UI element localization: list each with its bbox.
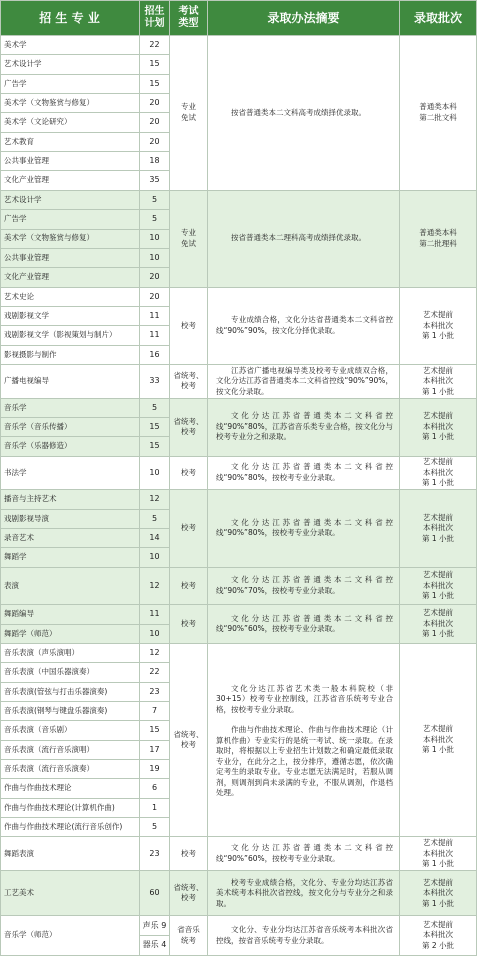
method-cell — [208, 916, 400, 956]
header-major-label: 招 生 专 业 — [39, 10, 100, 25]
plan-cell — [140, 605, 170, 624]
exam-type: 省统考、 校考 — [173, 416, 204, 437]
plan-value: 5 — [151, 194, 158, 204]
plan-value: 20 — [149, 291, 160, 301]
method-cell — [208, 568, 400, 606]
batch-cell — [400, 36, 477, 191]
plan-cell — [140, 133, 170, 152]
batch-label: 艺术提前 本科批次 第 1 小批 — [421, 608, 455, 639]
batch-label: 艺术提前 本科批次 第 1 小批 — [421, 512, 455, 543]
major-name-cell — [0, 418, 140, 437]
plan-value: 22 — [149, 667, 160, 677]
plan-cell — [140, 702, 170, 721]
method-cell — [208, 605, 400, 644]
major-name: 舞蹈编导 — [4, 609, 34, 619]
method-text — [216, 315, 393, 336]
major-name: 音乐学（乐器修造） — [4, 441, 72, 451]
major-name-cell — [0, 510, 140, 529]
method-cell — [208, 191, 400, 288]
plan-cell — [140, 437, 170, 456]
batch-cell — [400, 568, 477, 606]
plan-value: 7 — [151, 705, 158, 715]
method-cell — [208, 457, 400, 491]
plan-value: 15 — [149, 59, 160, 69]
plan-cell — [140, 55, 170, 74]
plan-value: 11 — [149, 330, 160, 340]
plan-cell — [140, 683, 170, 702]
exam-type-cell — [170, 490, 208, 567]
major-name-cell — [0, 799, 140, 818]
batch-cell — [400, 837, 477, 871]
method-cell — [208, 399, 400, 457]
plan-cell — [140, 418, 170, 437]
plan-cell — [140, 171, 170, 190]
plan-cell — [140, 548, 170, 567]
major-name-cell — [0, 457, 140, 491]
plan-cell — [140, 529, 170, 548]
exam-type-cell — [170, 568, 208, 606]
major-name-cell — [0, 94, 140, 113]
batch-cell — [400, 288, 477, 365]
method-text — [216, 684, 393, 799]
batch-label: 艺术提前 本科批次 第 1 小批 — [421, 411, 455, 442]
major-name-cell — [0, 399, 140, 418]
major-name-cell — [0, 326, 140, 345]
major-name-cell — [0, 818, 140, 837]
method-text — [216, 518, 393, 539]
major-name: 戏剧影视文学（影视策划与制片） — [4, 330, 117, 340]
major-name: 音乐表演（中国乐器演奏） — [4, 667, 94, 677]
header-batch-label: 录取批次 — [413, 10, 462, 25]
batch-cell — [400, 365, 477, 399]
method-cell — [208, 365, 400, 399]
plan-cell — [140, 307, 170, 326]
major-name: 音乐表演（流行音乐演唱） — [4, 744, 94, 754]
plan-value: 35 — [149, 175, 160, 185]
plan-cell — [140, 663, 170, 682]
method-paragraph: 文化分达江苏省艺术类一般本科院校（非30+15）校考专业控制线，江苏省音乐统考专业合格，按校考专业分录取。 — [216, 683, 393, 714]
exam-type: 专业 免试 — [181, 102, 196, 122]
exam-type-cell — [170, 644, 208, 838]
plan-value: 20 — [149, 117, 160, 127]
plan-value: 12 — [149, 580, 160, 590]
major-name-cell — [0, 113, 140, 132]
exam-type: 省音乐 统考 — [177, 925, 200, 945]
major-name: 艺术教育 — [4, 136, 34, 146]
exam-type: 校考 — [181, 467, 196, 477]
method-text — [216, 462, 393, 483]
batch-label: 普通类本科 第二批文科 — [419, 102, 457, 122]
plan-cell — [140, 490, 170, 509]
plan-value: 5 — [151, 214, 158, 224]
plan-cell-split — [140, 936, 170, 956]
method-paragraph-2: 作曲与作曲技术理论、作曲与作曲技术理论（计算机作曲）专业实行的是统一考试、统一录取。在录取时，将根据以上专业招生计划数之和确定最低录取专业分，在此分之上，按分排序，遵循志愿，依次确定考生的录取专业。专业志愿无法满足时，若服从调剂，则调剂到尚未录满的专业，不服从调剂，作退档处理。 — [216, 725, 393, 798]
plan-value: 18 — [149, 156, 160, 166]
major-name-cell — [0, 75, 140, 94]
batch-cell — [400, 490, 477, 567]
major-name-cell — [0, 437, 140, 456]
exam-type-cell — [170, 288, 208, 365]
major-name-cell — [0, 365, 140, 399]
method-paragraph: 文化分达江苏省普通类本二文科省控线“90%”80%，按校考专业分录取。 — [216, 517, 393, 538]
major-name-cell — [0, 191, 140, 210]
major-name-cell — [0, 171, 140, 190]
exam-type-cell — [170, 365, 208, 399]
header-method-label: 录取办法摘要 — [267, 10, 340, 25]
exam-type-cell — [170, 191, 208, 288]
major-name: 录音艺术 — [4, 532, 34, 542]
method-text — [216, 108, 393, 119]
major-name-cell — [0, 249, 140, 268]
major-name: 音乐表演（音乐剧） — [4, 725, 72, 735]
major-name: 播音与主持艺术 — [4, 494, 57, 504]
major-name: 公共事业管理 — [4, 156, 49, 166]
plan-cell — [140, 288, 170, 307]
major-name: 作曲与作曲技术理论 — [4, 783, 72, 793]
batch-cell — [400, 457, 477, 491]
exam-type-cell — [170, 871, 208, 916]
plan-cell — [140, 625, 170, 644]
exam-type: 校考 — [181, 580, 196, 590]
major-name: 广告学 — [4, 214, 27, 224]
plan-cell — [140, 568, 170, 606]
header-type — [170, 0, 208, 36]
method-paragraph: 江苏省广播电视编导类及校考专业成绩双合格，文化分达江苏省普通类本二文科省控线“90%”90%，按文化分录取。 — [216, 365, 393, 396]
major-name: 美术学（文物鉴赏与修复） — [4, 97, 94, 107]
exam-type-cell — [170, 36, 208, 191]
method-paragraph: 文化分达江苏省普通类本二文科省控线“90%”70%，按校考专业分录取。 — [216, 575, 393, 595]
exam-type: 省统考、 校考 — [173, 370, 204, 391]
major-name: 舞蹈学（师范） — [4, 628, 57, 638]
plan-value: 5 — [151, 822, 158, 832]
major-name: 艺术设计学 — [4, 59, 42, 69]
major-name: 作曲与作曲技术理论(计算机作曲) — [4, 802, 115, 812]
major-name: 音乐表演（流行音乐演奏） — [4, 763, 94, 773]
plan-value: 12 — [149, 647, 160, 657]
plan-cell — [140, 779, 170, 798]
plan-cell — [140, 399, 170, 418]
plan-cell — [140, 113, 170, 132]
major-name-cell — [0, 548, 140, 567]
major-name-cell — [0, 605, 140, 624]
method-text — [216, 878, 393, 910]
method-text — [216, 233, 393, 244]
major-name: 美术学（文物鉴赏与修复） — [4, 233, 94, 243]
plan-value: 12 — [149, 494, 160, 504]
major-name: 音乐表演(管弦与打击乐器演奏) — [4, 686, 108, 696]
exam-type: 省统考、 校考 — [173, 729, 204, 750]
major-name-cell — [0, 152, 140, 171]
method-cell — [208, 36, 400, 191]
method-text — [216, 366, 393, 398]
major-name-cell — [0, 307, 140, 326]
exam-type: 校考 — [181, 848, 196, 858]
plan-cell — [140, 837, 170, 871]
major-name-cell — [0, 288, 140, 307]
plan-cell — [140, 760, 170, 779]
plan-value: 声乐 9 — [142, 920, 167, 930]
plan-value: 15 — [149, 725, 160, 735]
batch-label: 艺术提前 本科批次 第 2 小批 — [421, 919, 455, 950]
plan-value: 15 — [149, 78, 160, 88]
plan-value: 20 — [149, 136, 160, 146]
plan-cell — [140, 94, 170, 113]
major-name: 舞蹈表演 — [4, 848, 34, 858]
major-name-cell — [0, 568, 140, 606]
plan-cell — [140, 365, 170, 399]
plan-value: 5 — [151, 513, 158, 523]
plan-cell — [140, 510, 170, 529]
header-type-label: 考试 类型 — [178, 5, 199, 29]
plan-cell — [140, 230, 170, 249]
method-paragraph: 文化分达江苏省普通类本二文科省控线“90%”80%，按校考专业分录取。 — [216, 462, 393, 482]
plan-cell — [140, 268, 170, 287]
batch-cell — [400, 871, 477, 916]
major-name: 戏剧影视文学 — [4, 310, 49, 320]
exam-type-cell — [170, 837, 208, 871]
method-text — [216, 614, 393, 635]
plan-value: 11 — [149, 609, 160, 619]
batch-cell — [400, 644, 477, 838]
major-name: 文化产业管理 — [4, 272, 49, 282]
major-name: 音乐学（音乐传播） — [4, 421, 72, 431]
method-cell — [208, 837, 400, 871]
major-name: 艺术史论 — [4, 291, 34, 301]
plan-cell — [140, 210, 170, 229]
major-name: 美术学（文论研究） — [4, 117, 72, 127]
plan-value: 15 — [149, 441, 160, 451]
plan-value: 5 — [151, 402, 158, 412]
major-name-cell — [0, 625, 140, 644]
method-text — [216, 843, 393, 864]
major-name: 工艺美术 — [4, 888, 34, 898]
header-plan — [140, 0, 170, 36]
plan-cell-split — [140, 916, 170, 936]
major-name-cell — [0, 210, 140, 229]
plan-cell — [140, 721, 170, 740]
plan-cell — [140, 75, 170, 94]
plan-cell — [140, 152, 170, 171]
batch-label: 艺术提前 本科批次 第 1 小批 — [421, 877, 455, 908]
plan-cell — [140, 741, 170, 760]
method-cell — [208, 490, 400, 567]
exam-type-cell — [170, 399, 208, 457]
plan-value: 23 — [149, 686, 160, 696]
method-text — [216, 575, 393, 596]
major-name: 公共事业管理 — [4, 252, 49, 262]
method-paragraph: 文化分达江苏省普通类本二文科省控线“90%”60%，按校考专业分录取。 — [216, 613, 393, 634]
major-name: 音乐表演(钢琴与键盘乐器演奏) — [4, 705, 108, 715]
exam-type: 省统考、 校考 — [173, 882, 204, 903]
header-method — [208, 0, 400, 36]
plan-value: 11 — [149, 310, 160, 320]
major-name-cell — [0, 702, 140, 721]
major-name-cell — [0, 230, 140, 249]
exam-type-cell — [170, 457, 208, 491]
batch-cell — [400, 605, 477, 644]
major-name-cell — [0, 644, 140, 663]
batch-label: 艺术提前 本科批次 第 1 小批 — [421, 838, 455, 869]
major-name-cell — [0, 779, 140, 798]
method-paragraph: 按省普通类本二理科高考成绩择优录取。 — [231, 233, 366, 243]
method-cell — [208, 644, 400, 838]
batch-label: 艺术提前 本科批次 第 1 小批 — [421, 310, 455, 341]
major-name-cell — [0, 490, 140, 509]
method-paragraph: 专业成绩合格，文化分达省普通类本二文科省控线“90%”90%，按文化分择优录取。 — [216, 315, 393, 335]
batch-label: 普通类本科 第二批理科 — [419, 228, 457, 248]
plan-cell — [140, 644, 170, 663]
major-name-cell — [0, 36, 140, 55]
major-name: 影视摄影与制作 — [4, 349, 57, 359]
batch-label: 艺术提前 本科批次 第 1 小批 — [421, 457, 455, 488]
major-name-cell — [0, 133, 140, 152]
plan-cell — [140, 871, 170, 916]
major-name-cell — [0, 346, 140, 365]
header-major — [0, 0, 140, 36]
major-name: 美术学 — [4, 39, 27, 49]
method-text — [216, 411, 393, 443]
plan-cell — [140, 799, 170, 818]
major-name-cell — [0, 837, 140, 871]
major-name-cell — [0, 683, 140, 702]
batch-cell — [400, 191, 477, 288]
major-name-cell — [0, 721, 140, 740]
plan-value: 10 — [149, 252, 160, 262]
plan-value: 10 — [149, 628, 160, 638]
plan-value: 22 — [149, 39, 160, 49]
major-name-cell — [0, 529, 140, 548]
plan-value: 15 — [149, 421, 160, 431]
major-name: 艺术设计学 — [4, 194, 42, 204]
major-name: 广播电视编导 — [4, 376, 49, 386]
plan-value: 23 — [149, 848, 160, 858]
plan-value: 1 — [151, 802, 158, 812]
plan-value: 10 — [149, 552, 160, 562]
major-name: 广告学 — [4, 78, 27, 88]
plan-value: 33 — [149, 376, 160, 386]
major-name-cell — [0, 268, 140, 287]
plan-value: 器乐 4 — [142, 940, 167, 950]
major-name: 音乐学（师范） — [4, 930, 57, 940]
plan-cell — [140, 249, 170, 268]
batch-label: 艺术提前 本科批次 第 1 小批 — [421, 570, 455, 601]
plan-value: 20 — [149, 97, 160, 107]
plan-value: 6 — [151, 783, 158, 793]
major-name-cell — [0, 871, 140, 916]
plan-cell — [140, 346, 170, 365]
plan-value: 60 — [149, 888, 160, 898]
exam-type-cell — [170, 916, 208, 956]
major-name: 戏剧影视导演 — [4, 513, 49, 523]
exam-type: 校考 — [181, 523, 196, 533]
plan-cell — [140, 326, 170, 345]
method-paragraph: 按省普通类本二文科高考成绩择优录取。 — [231, 107, 366, 117]
plan-value: 10 — [149, 233, 160, 243]
plan-value: 20 — [149, 272, 160, 282]
method-cell — [208, 288, 400, 365]
major-name-cell — [0, 916, 140, 956]
plan-value: 17 — [149, 744, 160, 754]
method-paragraph: 文化分达江苏省普通类本二文科省控线“90%”80%，江苏省音乐类专业合格，按文化分与校考专业分之和录取。 — [216, 411, 393, 442]
exam-type-cell — [170, 605, 208, 644]
batch-label: 艺术提前 本科批次 第 1 小批 — [421, 365, 455, 396]
method-paragraph: 文化分、专业分均达江苏省音乐统考本科批次省控线，按省音乐统考专业分录取。 — [216, 925, 393, 945]
plan-cell — [140, 191, 170, 210]
major-name: 书法学 — [4, 467, 27, 477]
major-name: 舞蹈学 — [4, 552, 27, 562]
plan-cell — [140, 818, 170, 837]
method-cell — [208, 871, 400, 916]
major-name: 音乐学 — [4, 402, 27, 412]
plan-value: 14 — [149, 532, 160, 542]
plan-cell — [140, 457, 170, 491]
plan-cell — [140, 36, 170, 55]
major-name: 表演 — [4, 580, 19, 590]
batch-cell — [400, 916, 477, 956]
major-name-cell — [0, 663, 140, 682]
batch-label: 艺术提前 本科批次 第 1 小批 — [421, 724, 455, 755]
exam-type: 专业 免试 — [181, 228, 196, 248]
header-plan-label: 招生 计划 — [144, 5, 165, 29]
plan-value: 10 — [149, 467, 160, 477]
plan-value: 16 — [149, 349, 160, 359]
plan-value: 19 — [149, 763, 160, 773]
method-text — [216, 925, 393, 946]
major-name: 音乐表演（声乐演唱） — [4, 647, 79, 657]
exam-type: 校考 — [181, 320, 196, 330]
major-name: 作曲与作曲技术理论(流行音乐创作) — [4, 822, 123, 832]
method-paragraph: 校考专业成绩合格，文化分、专业分均达江苏省美术统考本科批次省控线，按文化分与专业分之和录取。 — [216, 877, 393, 908]
major-name: 文化产业管理 — [4, 175, 49, 185]
batch-cell — [400, 399, 477, 457]
major-name-cell — [0, 760, 140, 779]
header-batch — [400, 0, 477, 36]
major-name-cell — [0, 741, 140, 760]
method-paragraph: 文化分达江苏省普通类本二文科省控线“90%”60%，按校考专业分录取。 — [216, 843, 393, 863]
major-name-cell — [0, 55, 140, 74]
exam-type: 校考 — [181, 618, 196, 628]
